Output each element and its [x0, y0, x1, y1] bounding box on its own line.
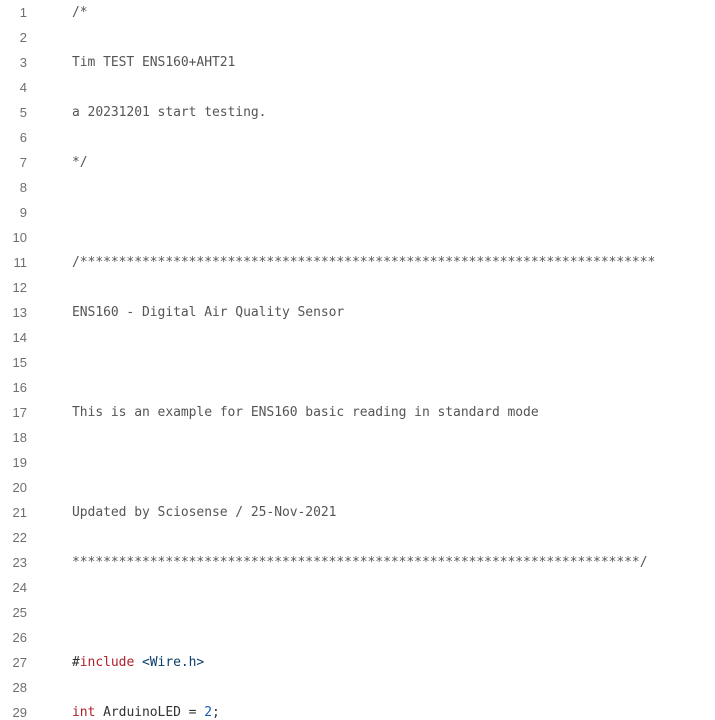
code-line — [0, 450, 715, 475]
line-number: 17 — [12, 405, 27, 420]
line-number: 19 — [12, 455, 27, 470]
code-token-plain: # — [72, 655, 80, 670]
line-number: 15 — [12, 355, 27, 370]
code-token-string: <Wire.h> — [142, 655, 205, 670]
line-number: 11 — [13, 255, 27, 270]
code-line — [0, 275, 715, 300]
line-number: 28 — [12, 680, 27, 695]
line-number: 22 — [12, 530, 27, 545]
code-line — [0, 200, 715, 225]
code-token-plain — [134, 655, 142, 670]
line-number: 16 — [12, 380, 27, 395]
code-line — [0, 425, 715, 450]
line-code — [72, 50, 235, 75]
code-line — [0, 650, 715, 675]
code-line — [0, 325, 715, 350]
code-token-comment: a 20231201 start testing. — [72, 105, 267, 120]
code-line — [0, 375, 715, 400]
line-number: 6 — [19, 130, 27, 145]
line-number: 12 — [12, 280, 27, 295]
line-number: 29 — [12, 705, 27, 720]
code-token-number: 2 — [204, 705, 212, 720]
line-code — [72, 550, 647, 575]
code-token-comment: This is an example for ENS160 basic reading in standard mode — [72, 405, 539, 420]
code-token-comment: */ — [72, 155, 88, 170]
line-number: 2 — [19, 30, 27, 45]
code-line — [0, 25, 715, 50]
code-line — [0, 475, 715, 500]
code-line — [0, 300, 715, 325]
line-code — [72, 100, 266, 125]
line-code — [72, 500, 336, 525]
line-number: 25 — [12, 605, 27, 620]
code-line — [0, 0, 715, 25]
line-number: 18 — [12, 430, 27, 445]
code-line — [0, 675, 715, 700]
code-line — [0, 175, 715, 200]
code-line — [0, 150, 715, 175]
line-number: 5 — [19, 105, 27, 120]
code-line — [0, 575, 715, 600]
code-line — [0, 75, 715, 100]
line-number: 9 — [19, 205, 27, 220]
line-number: 23 — [12, 555, 27, 570]
code-token-punct: ; — [212, 705, 220, 720]
code-line — [0, 500, 715, 525]
code-line — [0, 225, 715, 250]
line-number: 3 — [19, 55, 27, 70]
line-code — [72, 0, 88, 25]
line-code — [72, 700, 220, 720]
code-line — [0, 50, 715, 75]
code-line — [0, 625, 715, 650]
code-line — [0, 400, 715, 425]
line-number: 20 — [12, 480, 27, 495]
code-token-comment: *************************************************************************/ — [72, 555, 648, 570]
code-token-comment: ENS160 - Digital Air Quality Sensor — [72, 305, 345, 320]
line-number: 13 — [12, 305, 27, 320]
code-line — [0, 100, 715, 125]
line-number: 21 — [12, 505, 27, 520]
line-code — [72, 150, 88, 175]
line-number: 26 — [12, 630, 27, 645]
code-token-comment: Updated by Sciosense / 25-Nov-2021 — [72, 505, 337, 520]
line-code — [72, 250, 655, 275]
code-token-comment: /************************************************************************** — [72, 255, 656, 270]
line-number: 24 — [12, 580, 27, 595]
code-line — [0, 250, 715, 275]
line-code — [72, 650, 204, 675]
code-line — [0, 600, 715, 625]
line-code — [72, 300, 344, 325]
code-line — [0, 700, 715, 720]
code-line — [0, 125, 715, 150]
line-number: 1 — [19, 5, 27, 20]
line-number: 4 — [19, 80, 27, 95]
line-number: 7 — [19, 155, 27, 170]
code-token-keyword: int — [72, 705, 96, 720]
line-number: 27 — [12, 655, 27, 670]
line-code — [72, 400, 539, 425]
line-number: 8 — [19, 180, 27, 195]
code-token-plain: ArduinoLED = — [95, 705, 205, 720]
code-line — [0, 550, 715, 575]
line-number: 14 — [12, 330, 27, 345]
code-line — [0, 525, 715, 550]
code-line — [0, 350, 715, 375]
code-token-comment: /* — [72, 5, 88, 20]
line-number: 10 — [12, 230, 27, 245]
code-token-keyword: include — [79, 655, 135, 670]
code-token-comment: Tim TEST ENS160+AHT21 — [72, 55, 236, 70]
